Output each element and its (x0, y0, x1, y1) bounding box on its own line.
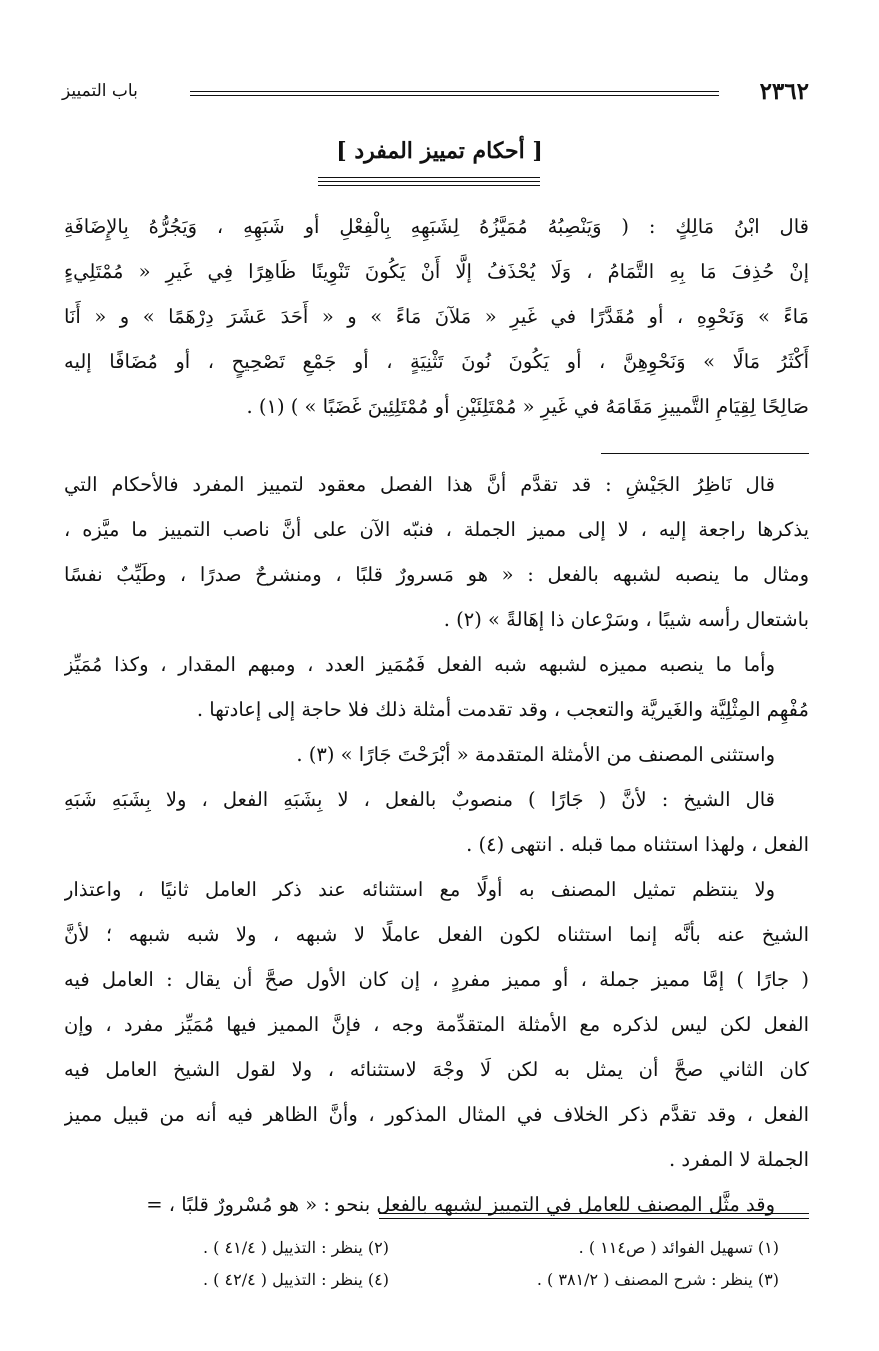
commentary-paragraph (64, 732, 809, 777)
commentary-line: ومثال ما ينصبه لشبهه بالفعل : « هو مَسرورٌ قلبًا ، ومنشرحٌ صدرًا ، وطَيِّبٌ نفسًا (64, 563, 809, 586)
footnote: (١) تسهيل الفوائد ( ص١١٤ ) . (578, 1238, 779, 1257)
footnote-rule (379, 1218, 809, 1219)
matn-separator (601, 453, 809, 454)
commentary-line: وأما ما ينصبه مميزه لشبهه شبه الفعل فَمُمَيز العدد ، ومبهم المقدار ، وكذا مُمَيِّز (64, 653, 775, 676)
footnote-row (64, 1264, 809, 1296)
chapter-title: باب التمييز (62, 81, 138, 101)
matn-paragraph (64, 204, 809, 429)
commentary-line: الجملة لا المفرد . (669, 1148, 809, 1171)
footnote: (٢) ينظر : التذييل ( ٤١/٤ ) . (203, 1238, 389, 1257)
commentary-line: وقد مثَّل المصنف للعامل في التمييز لشبهه بالفعل بنحو : « هو مُسْرورٌ قلبًا ، = (146, 1193, 775, 1216)
commentary-line: واستثنى المصنف من الأمثلة المتقدمة « أبْرَحْتَ جَارًا » (٣) . (296, 743, 775, 766)
commentary-paragraph (64, 642, 809, 732)
title-rule (318, 177, 540, 178)
commentary-line: الفعل ، وقد تقدَّم ذكر الخلاف في المثال المذكور ، وأنَّ الظاهر فيه أنه من قبيل مميز (64, 1103, 809, 1126)
footnote: (٣) ينظر : شرح المصنف ( ٣٨١/٢ ) . (536, 1270, 779, 1289)
matn-line: صَالِحًا لِقِيَامِ التَّمييزِ مَقَامَهُ في غَيرِ « مُمْتَلِئَيْنِ أو مُمْتَلِئِينَ غَضَبًا » ) (١) . (246, 395, 809, 418)
section-title: [ أحكام تمييز المفرد ] (336, 138, 543, 164)
matn-line: إنْ حُذِفَ مَا بِهِ التَّمَامُ ، وَلَا يُحْذَفُ إلَّا أَنْ يَكُونَ تَنْوِينًا ظَاهِرًا فِي غَيرِ « مُمْتَلِيءٍ (64, 260, 809, 283)
commentary-line: مُفْهِم المِثْلِيَّة والغَيريَّة والتعجب ، وقد تقدمت أمثلة ذلك فلا حاجة إلى إعادتها . (196, 698, 809, 721)
footnote-row (64, 1232, 809, 1264)
title-rule (318, 181, 540, 182)
commentary-paragraph (64, 1182, 809, 1227)
title-rule (318, 185, 540, 186)
matn-line: قال ابْنُ مَالِكٍ : ( وَيَنْصِبُهُ مُمَيَّزُهُ لِشَبَهِهِ بِالْفِعْلِ أو شَبَهِهِ ، وَيَجُرُّهُ بِالإِضَافَةِ (64, 215, 809, 238)
footnotes (64, 1232, 809, 1296)
commentary-line: الفعل لكن ليس لذكره مع الأمثلة المتقدِّمة وجه ، فإنَّ المميز فيها مُمَيِّز مفرد ، وإن (64, 1013, 809, 1036)
commentary-paragraph (64, 462, 809, 642)
page-number: ٢٣٦٢ (759, 78, 809, 105)
commentary (64, 462, 809, 1227)
commentary-paragraph (64, 777, 809, 867)
commentary-line: ( جارًا ) إمَّا مميز جملة ، أو مميز مفردٍ ، إن كان الأول صحَّ أن يقال : العامل فيه (64, 968, 809, 991)
footnote: (٤) ينظر : التذييل ( ٤٢/٤ ) . (203, 1270, 389, 1289)
matn-line: مَاءً » وَنَحْوِهِ ، أو مُقَدَّرًا في غَيرِ « مَلآنَ مَاءً » و « أَحَدَ عَشَرَ دِرْهَمًا » و « أَنَا (64, 305, 809, 328)
commentary-line: قال نَاظِرُ الجَيْشِ : قد تقدَّم أنَّ هذا الفصل معقود لتمييز المفرد فالأحكام التي (64, 473, 775, 496)
matn-line: أَكْثَرُ مَالًا » وَنَحْوِهِنَّ ، أو يَكُونَ نُونَ تَثْنِيَةٍ ، أو جَمْعِ تَصْحِيحٍ ، أو مُضَافًا إليه (64, 350, 809, 373)
commentary-line: ولا ينتظم تمثيل المصنف به أولًا مع استثنائه عند ذكر العامل ثانيًا ، واعتذار (64, 878, 775, 901)
running-header (62, 78, 809, 108)
commentary-line: باشتعال رأسه شيبًا ، وسَرْعان ذا إهَالةً » (٢) . (443, 608, 809, 631)
footnote-rule (379, 1213, 809, 1214)
commentary-line: الشيخ عنه بأنَّه إنما استثناه لكون الفعل عاملًا لا شبهه ، ولا شبه شبهه ؛ لأنَّ (64, 923, 809, 946)
commentary-paragraph (64, 867, 809, 1182)
commentary-line: قال الشيخ : لأنَّ ( جَارًا ) منصوبٌ بالفعل ، لا بِشَبَهِ الفعل ، ولا بِشَبَهِ شَبَهِ (64, 788, 775, 811)
commentary-line: كان الثاني صحَّ أن يمثل به لكن لَا وجْهَ لاستثنائه ، ولا لقول الشيخ العامل فيه (64, 1058, 809, 1081)
commentary-line: الفعل ، ولهذا استثناه مما قبله . انتهى (٤) . (466, 833, 809, 856)
commentary-line: يذكرها راجعة إليه ، لا إلى مميز الجملة ، فنبّه الآن على أنَّ ناصب التمييز ما ميَّزه ، (64, 518, 809, 541)
header-rule (190, 91, 719, 96)
